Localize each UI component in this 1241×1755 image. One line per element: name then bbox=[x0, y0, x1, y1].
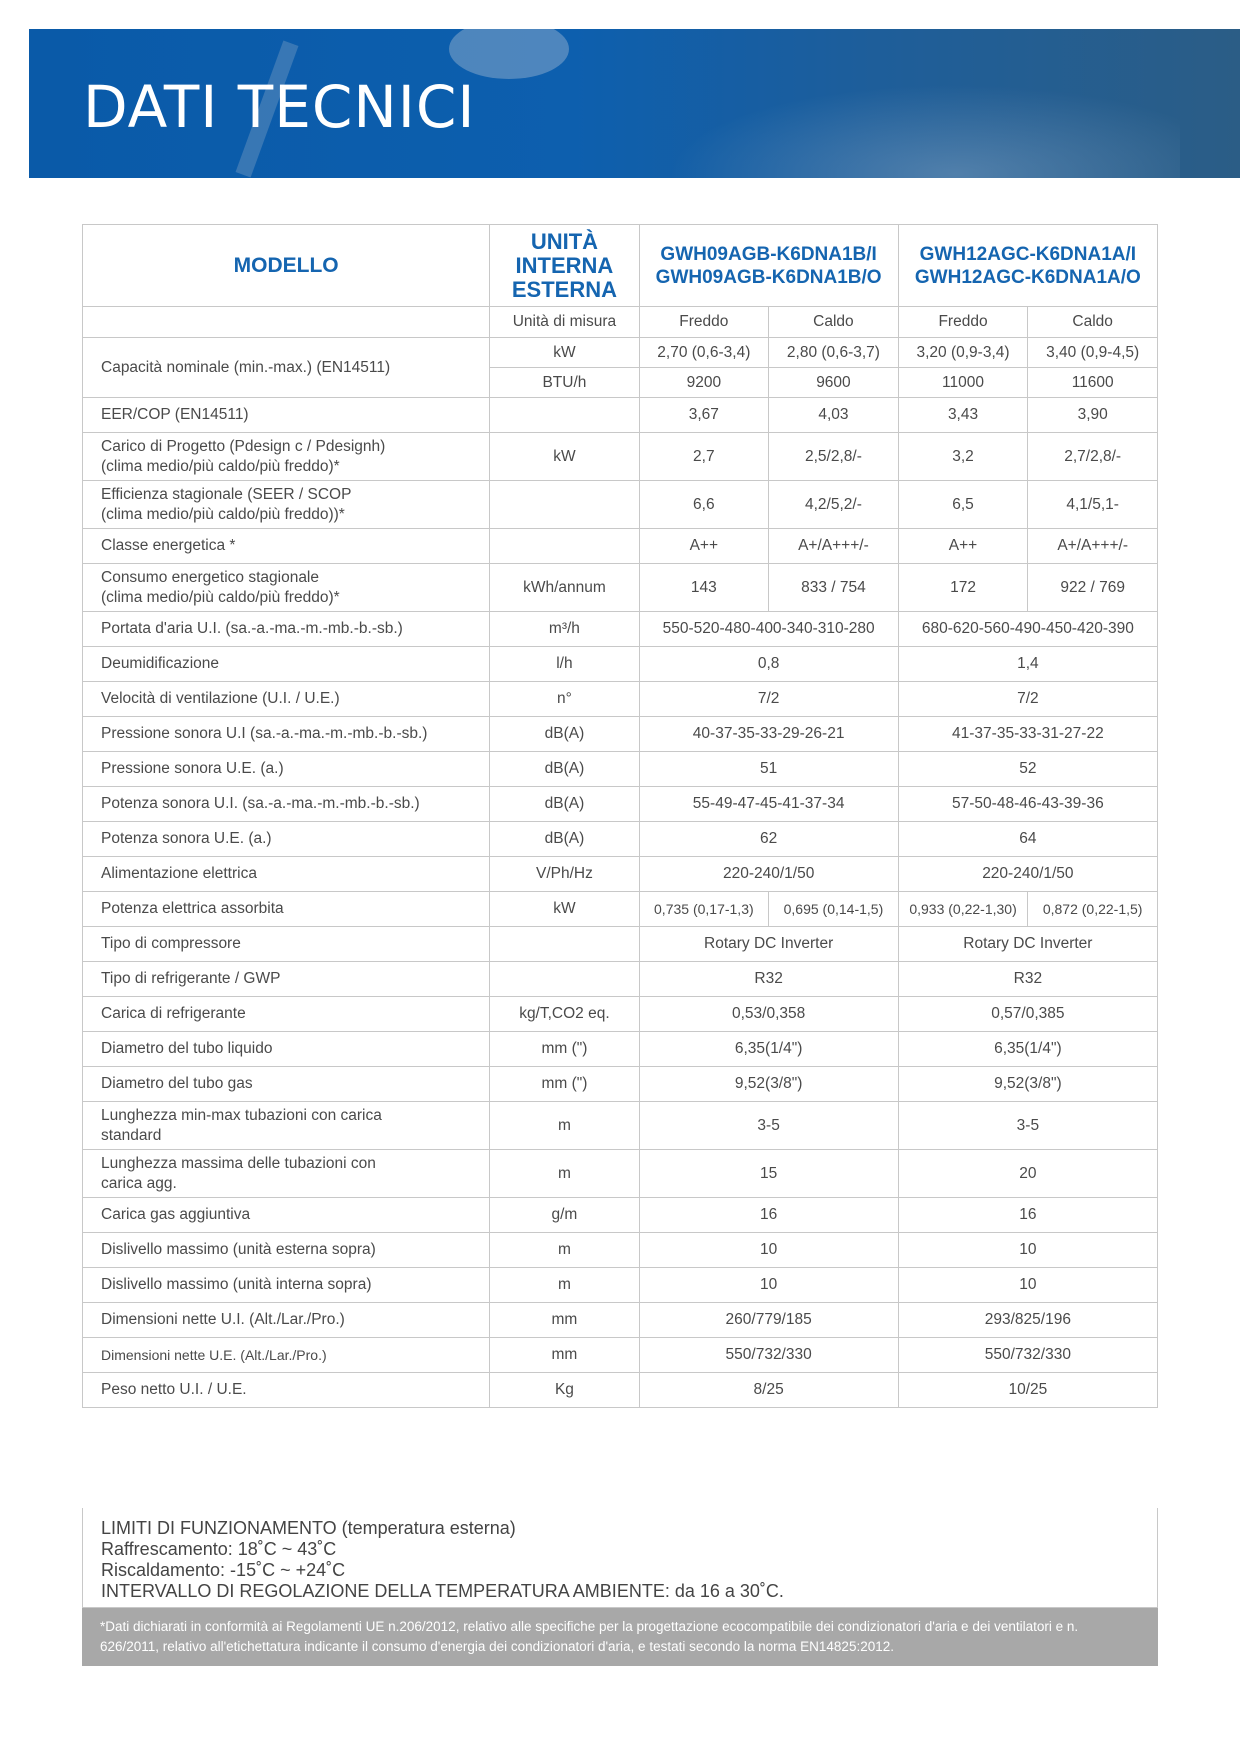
cell-value: 9200 bbox=[639, 368, 769, 398]
row-unit: m bbox=[490, 1150, 639, 1198]
cell-value: 4,2/5,2/- bbox=[769, 481, 899, 529]
row-label bbox=[83, 647, 490, 682]
cell-value: 2,80 (0,6-3,7) bbox=[769, 338, 899, 368]
row-label bbox=[83, 612, 490, 647]
model-outdoor-code: GWH09AGB-K6DNA1B/O bbox=[655, 266, 882, 288]
cell-value: 293/825/196 bbox=[898, 1303, 1157, 1338]
cell-value: 3-5 bbox=[639, 1102, 898, 1150]
row-label: Capacità nominale (min.-max.) (EN14511) bbox=[83, 338, 490, 398]
row-label-line: Efficienza stagionale (SEER / SCOP bbox=[101, 485, 352, 503]
cell-value: 3,2 bbox=[898, 433, 1028, 481]
row-unit bbox=[490, 398, 639, 433]
row-unit: kW bbox=[490, 338, 639, 368]
row-label bbox=[83, 1102, 490, 1150]
row-unit: kWh/annum bbox=[490, 564, 639, 612]
footnote: *Dati dichiarati in conformità ai Regolamenti UE n.206/2012, relativo alle specifiche per la progettazione ecocompatibile dei condizionatori d'aria e dei ventilatori e n. 626/2011, relativo all'etichettatura indicante il consumo d'energia dei condizionatori d'aria, e testati secondo la norma EN14825:2012. bbox=[82, 1608, 1158, 1666]
table-row bbox=[83, 1067, 1158, 1102]
cell-value: 11600 bbox=[1028, 368, 1158, 398]
row-label-line: Peso netto U.I. / U.E. bbox=[101, 1381, 247, 1398]
row-unit: mm (") bbox=[490, 1032, 639, 1067]
subheader-heat: Caldo bbox=[769, 307, 899, 338]
row-label bbox=[83, 787, 490, 822]
cell-value: 922 / 769 bbox=[1028, 564, 1158, 612]
table-row bbox=[83, 1268, 1158, 1303]
cell-value: 220-240/1/50 bbox=[898, 857, 1157, 892]
merged-column-rows bbox=[83, 927, 1158, 1408]
table-row bbox=[83, 997, 1158, 1032]
row-unit: g/m bbox=[490, 1198, 639, 1233]
cell-value: A++ bbox=[898, 529, 1028, 564]
table-row bbox=[83, 338, 1158, 368]
limits-line: Riscaldamento: -15˚C ~ +24˚C bbox=[101, 1560, 346, 1580]
subheader-heat: Caldo bbox=[1028, 307, 1158, 338]
table-row bbox=[83, 717, 1158, 752]
table-row bbox=[83, 1198, 1158, 1233]
row-label-line: Potenza sonora U.E. (a.) bbox=[101, 830, 272, 847]
cell-value: 1,4 bbox=[898, 647, 1157, 682]
cell-value: 10 bbox=[898, 1233, 1157, 1268]
row-label bbox=[83, 433, 490, 481]
table-row bbox=[83, 1032, 1158, 1067]
row-unit: n° bbox=[490, 682, 639, 717]
cell-value: 680-620-560-490-450-420-390 bbox=[898, 612, 1157, 647]
header-banner bbox=[29, 29, 1240, 178]
row-label bbox=[83, 481, 490, 529]
row-label bbox=[83, 1303, 490, 1338]
row-unit: m bbox=[490, 1268, 639, 1303]
row-unit: dB(A) bbox=[490, 787, 639, 822]
row-label bbox=[83, 717, 490, 752]
cell-value: 260/779/185 bbox=[639, 1303, 898, 1338]
row-label-line: Tipo di refrigerante / GWP bbox=[101, 970, 281, 987]
row-unit: dB(A) bbox=[490, 822, 639, 857]
row-label-line: Dimensioni nette U.I. (Alt./Lar./Pro.) bbox=[101, 1311, 345, 1328]
cell-value: 220-240/1/50 bbox=[639, 857, 898, 892]
cell-value: 11000 bbox=[898, 368, 1028, 398]
cell-value: 9600 bbox=[769, 368, 899, 398]
table-row bbox=[83, 433, 1158, 481]
cell-value: 57-50-48-46-43-39-36 bbox=[898, 787, 1157, 822]
row-label-line: Classe energetica * bbox=[101, 537, 236, 554]
table-row bbox=[83, 1150, 1158, 1198]
operating-limits bbox=[82, 1508, 1158, 1608]
row-label-line: (clima medio/più caldo/più freddo)* bbox=[101, 588, 340, 606]
four-column-rows bbox=[83, 398, 1158, 612]
cell-value: 550/732/330 bbox=[639, 1338, 898, 1373]
cell-value: 0,933 (0,22-1,30) bbox=[898, 892, 1028, 927]
cell-value: 143 bbox=[639, 564, 769, 612]
row-label-line: EER/COP (EN14511) bbox=[101, 406, 249, 423]
row-label bbox=[83, 1268, 490, 1303]
cell-value: 2,5/2,8/- bbox=[769, 433, 899, 481]
cell-value: R32 bbox=[639, 962, 898, 997]
cell-value: A+/A+++/- bbox=[1028, 529, 1158, 564]
cell-value: 3,90 bbox=[1028, 398, 1158, 433]
cell-value: 0,872 (0,22-1,5) bbox=[1028, 892, 1158, 927]
row-label-line: Diametro del tubo liquido bbox=[101, 1040, 273, 1057]
cell-value: 6,5 bbox=[898, 481, 1028, 529]
row-label-line: Dislivello massimo (unità esterna sopra) bbox=[101, 1241, 376, 1258]
spec-table bbox=[82, 224, 1158, 1408]
model-heading: MODELLO bbox=[83, 225, 490, 307]
row-unit: mm (") bbox=[490, 1067, 639, 1102]
cell-value: 4,03 bbox=[769, 398, 899, 433]
row-label bbox=[83, 398, 490, 433]
cell-value: 0,695 (0,14-1,5) bbox=[769, 892, 899, 927]
cell-value: 833 / 754 bbox=[769, 564, 899, 612]
cell-value: 16 bbox=[639, 1198, 898, 1233]
row-label bbox=[83, 927, 490, 962]
row-label-line: Dimensioni nette U.E. (Alt./Lar./Pro.) bbox=[101, 1347, 327, 1363]
row-label-line: Carica di refrigerante bbox=[101, 1005, 246, 1022]
merged-column-rows bbox=[83, 612, 1158, 892]
row-label bbox=[83, 752, 490, 787]
cell-value: A++ bbox=[639, 529, 769, 564]
row-unit bbox=[490, 927, 639, 962]
row-label-line: (clima medio/più caldo/più freddo)* bbox=[101, 457, 340, 475]
table-row bbox=[83, 892, 1158, 927]
row-label bbox=[83, 1032, 490, 1067]
banner-background-image bbox=[620, 69, 1180, 178]
cell-value: A+/A+++/- bbox=[769, 529, 899, 564]
row-label-line: carica agg. bbox=[101, 1174, 177, 1192]
cell-value: 16 bbox=[898, 1198, 1157, 1233]
row-label bbox=[83, 997, 490, 1032]
row-unit: kW bbox=[490, 892, 639, 927]
cell-value: 6,35(1/4") bbox=[639, 1032, 898, 1067]
row-unit: l/h bbox=[490, 647, 639, 682]
cell-value: 0,57/0,385 bbox=[898, 997, 1157, 1032]
row-unit: dB(A) bbox=[490, 717, 639, 752]
table-row bbox=[83, 529, 1158, 564]
cell-value: 550/732/330 bbox=[898, 1338, 1157, 1373]
cell-value: 3,40 (0,9-4,5) bbox=[1028, 338, 1158, 368]
table-row bbox=[83, 1102, 1158, 1150]
row-unit: m bbox=[490, 1233, 639, 1268]
unit-heading-line: ESTERNA bbox=[511, 276, 617, 302]
cell-value: Rotary DC Inverter bbox=[898, 927, 1157, 962]
cell-value: 0,735 (0,17-1,3) bbox=[639, 892, 769, 927]
subheader-cold: Freddo bbox=[898, 307, 1028, 338]
row-label bbox=[83, 682, 490, 717]
cell-value: 10 bbox=[898, 1268, 1157, 1303]
row-label bbox=[83, 822, 490, 857]
model-indoor-code: GWH12AGC-K6DNA1A/I bbox=[919, 243, 1137, 265]
row-label-line: Lunghezza massima delle tubazioni con bbox=[101, 1154, 376, 1172]
row-unit: m bbox=[490, 1102, 639, 1150]
table-row bbox=[83, 682, 1158, 717]
row-label bbox=[83, 857, 490, 892]
table-row bbox=[83, 564, 1158, 612]
row-label bbox=[83, 1067, 490, 1102]
table-row bbox=[83, 752, 1158, 787]
row-label-line: Lunghezza min-max tubazioni con carica bbox=[101, 1106, 382, 1124]
cell-value: 41-37-35-33-31-27-22 bbox=[898, 717, 1157, 752]
row-unit: V/Ph/Hz bbox=[490, 857, 639, 892]
cell-value: 3,20 (0,9-3,4) bbox=[898, 338, 1028, 368]
page-title: DATI TECNICI bbox=[83, 73, 476, 141]
row-unit: kW bbox=[490, 433, 639, 481]
subheader-cold: Freddo bbox=[639, 307, 769, 338]
row-label-line: Carica gas aggiuntiva bbox=[101, 1206, 251, 1223]
row-unit: mm bbox=[490, 1338, 639, 1373]
cell-value: 8/25 bbox=[639, 1373, 898, 1408]
cell-value: Rotary DC Inverter bbox=[639, 927, 898, 962]
row-label bbox=[83, 1233, 490, 1268]
row-unit: dB(A) bbox=[490, 752, 639, 787]
table-row bbox=[83, 398, 1158, 433]
row-label-line: Carico di Progetto (Pdesign c / Pdesignh) bbox=[101, 437, 386, 455]
cell-value: 0,53/0,358 bbox=[639, 997, 898, 1032]
row-label-line: Portata d'aria U.I. (sa.-a.-ma.-m.-mb.-b.-sb.) bbox=[101, 620, 403, 637]
cell-value: 6,35(1/4") bbox=[898, 1032, 1157, 1067]
model-gwh09 bbox=[639, 225, 898, 307]
subheader-empty bbox=[83, 307, 490, 338]
row-label bbox=[83, 1198, 490, 1233]
row-label-line: Diametro del tubo gas bbox=[101, 1075, 253, 1092]
unit-heading-line: UNITÀ bbox=[530, 228, 599, 254]
row-label-line: Consumo energetico stagionale bbox=[101, 568, 319, 586]
row-unit: m³/h bbox=[490, 612, 639, 647]
row-label bbox=[83, 1150, 490, 1198]
table-row bbox=[83, 822, 1158, 857]
table-row bbox=[83, 787, 1158, 822]
row-label-line: Velocità di ventilazione (U.I. / U.E.) bbox=[101, 690, 340, 707]
row-label-line: Deumidificazione bbox=[101, 655, 220, 672]
table-row bbox=[83, 1233, 1158, 1268]
cell-value: 51 bbox=[639, 752, 898, 787]
row-label bbox=[83, 529, 490, 564]
subheader-row bbox=[83, 307, 1158, 338]
cell-value: 55-49-47-45-41-37-34 bbox=[639, 787, 898, 822]
table-row bbox=[83, 962, 1158, 997]
cell-value: 10 bbox=[639, 1233, 898, 1268]
cell-value: 6,6 bbox=[639, 481, 769, 529]
table-row bbox=[83, 1303, 1158, 1338]
cell-value: 15 bbox=[639, 1150, 898, 1198]
cell-value: 172 bbox=[898, 564, 1028, 612]
row-label-line: Potenza sonora U.I. (sa.-a.-ma.-m.-mb.-b.-sb.) bbox=[101, 795, 420, 812]
table-row bbox=[83, 647, 1158, 682]
cell-value: 7/2 bbox=[639, 682, 898, 717]
table-row bbox=[83, 1338, 1158, 1373]
cell-value: 10 bbox=[639, 1268, 898, 1303]
cell-value: 52 bbox=[898, 752, 1157, 787]
cell-value: 20 bbox=[898, 1150, 1157, 1198]
subheader-unit: Unità di misura bbox=[490, 307, 639, 338]
row-label bbox=[83, 962, 490, 997]
model-header-row bbox=[83, 225, 1158, 307]
unit-heading-line: INTERNA bbox=[515, 252, 614, 278]
row-label-line: standard bbox=[101, 1126, 162, 1144]
cell-value: 2,70 (0,6-3,4) bbox=[639, 338, 769, 368]
row-label bbox=[83, 1338, 490, 1373]
cell-value: 7/2 bbox=[898, 682, 1157, 717]
row-label-line: Pressione sonora U.E. (a.) bbox=[101, 760, 284, 777]
cell-value: 3,43 bbox=[898, 398, 1028, 433]
cell-value: 10/25 bbox=[898, 1373, 1157, 1408]
limits-line: Raffrescamento: 18˚C ~ 43˚C bbox=[101, 1539, 337, 1559]
cell-value: 3,67 bbox=[639, 398, 769, 433]
row-unit: mm bbox=[490, 1303, 639, 1338]
table-row bbox=[83, 1373, 1158, 1408]
banner-lamp-decoration bbox=[449, 29, 569, 79]
row-label bbox=[83, 1373, 490, 1408]
table-row bbox=[83, 857, 1158, 892]
row-label-line: Dislivello massimo (unità interna sopra) bbox=[101, 1276, 372, 1293]
cell-value: 64 bbox=[898, 822, 1157, 857]
row-label-line: (clima medio/più caldo/più freddo))* bbox=[101, 505, 345, 523]
row-unit bbox=[490, 481, 639, 529]
row-unit: kg/T,CO2 eq. bbox=[490, 997, 639, 1032]
row-unit bbox=[490, 962, 639, 997]
row-unit bbox=[490, 529, 639, 564]
limits-line: LIMITI DI FUNZIONAMENTO (temperatura esterna) bbox=[101, 1518, 516, 1538]
cell-value: 3-5 bbox=[898, 1102, 1157, 1150]
model-indoor-code: GWH09AGB-K6DNA1B/I bbox=[660, 243, 877, 265]
model-outdoor-code: GWH12AGC-K6DNA1A/O bbox=[914, 266, 1141, 288]
cell-value: 550-520-480-400-340-310-280 bbox=[639, 612, 898, 647]
table-row bbox=[83, 927, 1158, 962]
row-label-line: Alimentazione elettrica bbox=[101, 865, 257, 882]
cell-value: 4,1/5,1- bbox=[1028, 481, 1158, 529]
cell-value: 2,7/2,8/- bbox=[1028, 433, 1158, 481]
cell-value: 2,7 bbox=[639, 433, 769, 481]
row-label bbox=[83, 564, 490, 612]
row-label: Potenza elettrica assorbita bbox=[83, 892, 490, 927]
table-row bbox=[83, 612, 1158, 647]
cell-value: 9,52(3/8") bbox=[639, 1067, 898, 1102]
cell-value: 40-37-35-33-29-26-21 bbox=[639, 717, 898, 752]
cell-value: 0,8 bbox=[639, 647, 898, 682]
model-gwh12 bbox=[898, 225, 1157, 307]
row-label-line: Pressione sonora U.I (sa.-a.-ma.-m.-mb.-b.-sb.) bbox=[101, 725, 428, 742]
limits-line: INTERVALLO DI REGOLAZIONE DELLA TEMPERATURA AMBIENTE: da 16 a 30˚C. bbox=[101, 1581, 784, 1601]
unit-heading bbox=[490, 225, 639, 307]
row-label-line: Tipo di compressore bbox=[101, 935, 241, 952]
cell-value: 62 bbox=[639, 822, 898, 857]
table-row bbox=[83, 481, 1158, 529]
row-unit: Kg bbox=[490, 1373, 639, 1408]
cell-value: 9,52(3/8") bbox=[898, 1067, 1157, 1102]
cell-value: R32 bbox=[898, 962, 1157, 997]
row-unit: BTU/h bbox=[490, 368, 639, 398]
